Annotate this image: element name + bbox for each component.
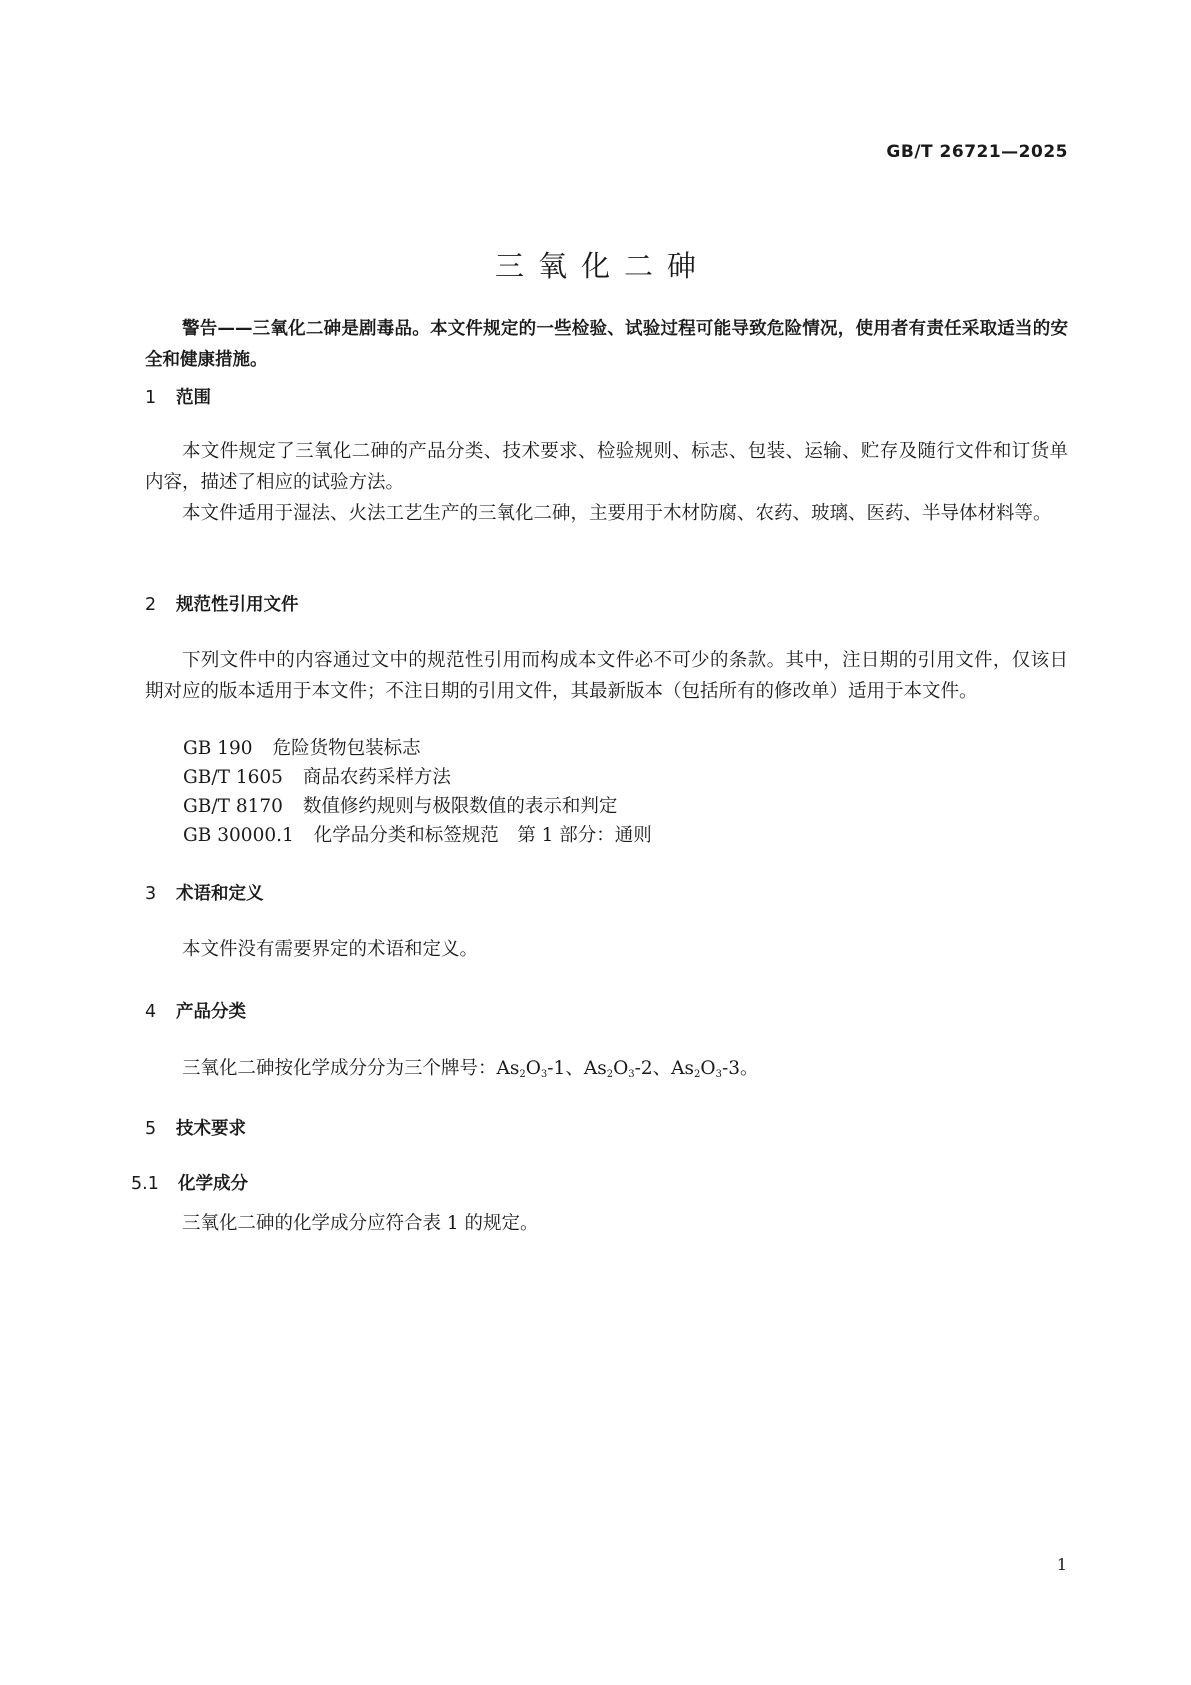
grade-3: $As_2O_3-3$ [671,1058,740,1080]
section-number: 5 [145,1119,157,1139]
section-5-heading [145,1115,246,1140]
section-title: 技术要求 [176,1119,246,1139]
grade-1: $As_2O_3-1$ [496,1058,566,1080]
reference-item [183,791,617,822]
section-number: 1 [145,388,157,408]
scope-paragraph-2: 本文件适用于湿法、火法工艺生产的三氧化二砷，主要用于木材防腐、农药、玻璃、医药、半导体材料等。 [182,503,1052,524]
reference-item [183,820,652,851]
subsection-number: 5.1 [131,1174,159,1194]
standard-code: GB/T 26721—2025 [886,142,1068,162]
section-title: 规范性引用文件 [176,595,299,615]
reference-item [183,733,421,764]
chemical-composition-paragraph: 三氧化二砷的化学成分应符合表 1 的规定。 [182,1213,539,1234]
reference-title: 商品农药采样方法 [302,767,451,788]
terms-paragraph: 本文件没有需要界定的术语和定义。 [182,939,479,960]
document-title: 三氧化二砷 [494,249,710,283]
reference-code: GB 30000.1 [183,825,294,846]
reference-item [183,762,451,793]
section-number: 2 [145,595,157,615]
reference-code: GB 190 [183,738,253,759]
normative-refs-intro: 下列文件中的内容通过文中的规范性引用而构成本文件必不可少的条款。其中，注日期的引用文件，仅该日期对应的版本适用于本文件；不注日期的引用文件，其最新版本（包括所有的修改单）适用于本文件。 [145,650,1068,702]
classification-paragraph: 三氧化二砷按化学成分分为三个牌号：$As_2O_3-1$、$As_2O_3-2$、$As_2O_3-3$。 [182,1058,759,1080]
reference-title: 危险货物包装标志 [272,738,421,759]
grade-2: $As_2O_3-2$ [583,1058,653,1080]
scope-paragraph-1: 本文件规定了三氧化二砷的产品分类、技术要求、检验规则、标志、包装、运输、贮存及随行文件和订货单内容，描述了相应的试验方法。 [145,441,1068,493]
section-title: 术语和定义 [176,884,264,904]
section-4-heading [145,998,246,1023]
page-number: 1 [1056,1555,1067,1574]
section-title: 产品分类 [176,1002,246,1022]
section-title: 范围 [176,388,211,408]
section-2-heading [145,591,299,616]
section-number: 3 [145,884,157,904]
classification-text: 三氧化二砷按化学成分分为三个牌号： [182,1058,497,1079]
reference-title: 数值修约规则与极限数值的表示和判定 [302,796,618,817]
warning-paragraph: 警告——三氧化二砷是剧毒品。本文件规定的一些检验、试验过程可能导致危险情况，使用者有责任采取适当的安全和健康措施。 [145,319,1068,370]
reference-code: GB/T 8170 [183,796,283,817]
subsection-title: 化学成分 [178,1174,248,1194]
reference-title: 化学品分类和标签规范 第 1 部分：通则 [313,825,652,846]
section-5-1-heading [131,1170,248,1195]
reference-code: GB/T 1605 [183,767,283,788]
section-number: 4 [145,1002,157,1022]
section-1-heading [145,384,211,409]
section-3-heading [145,880,264,905]
